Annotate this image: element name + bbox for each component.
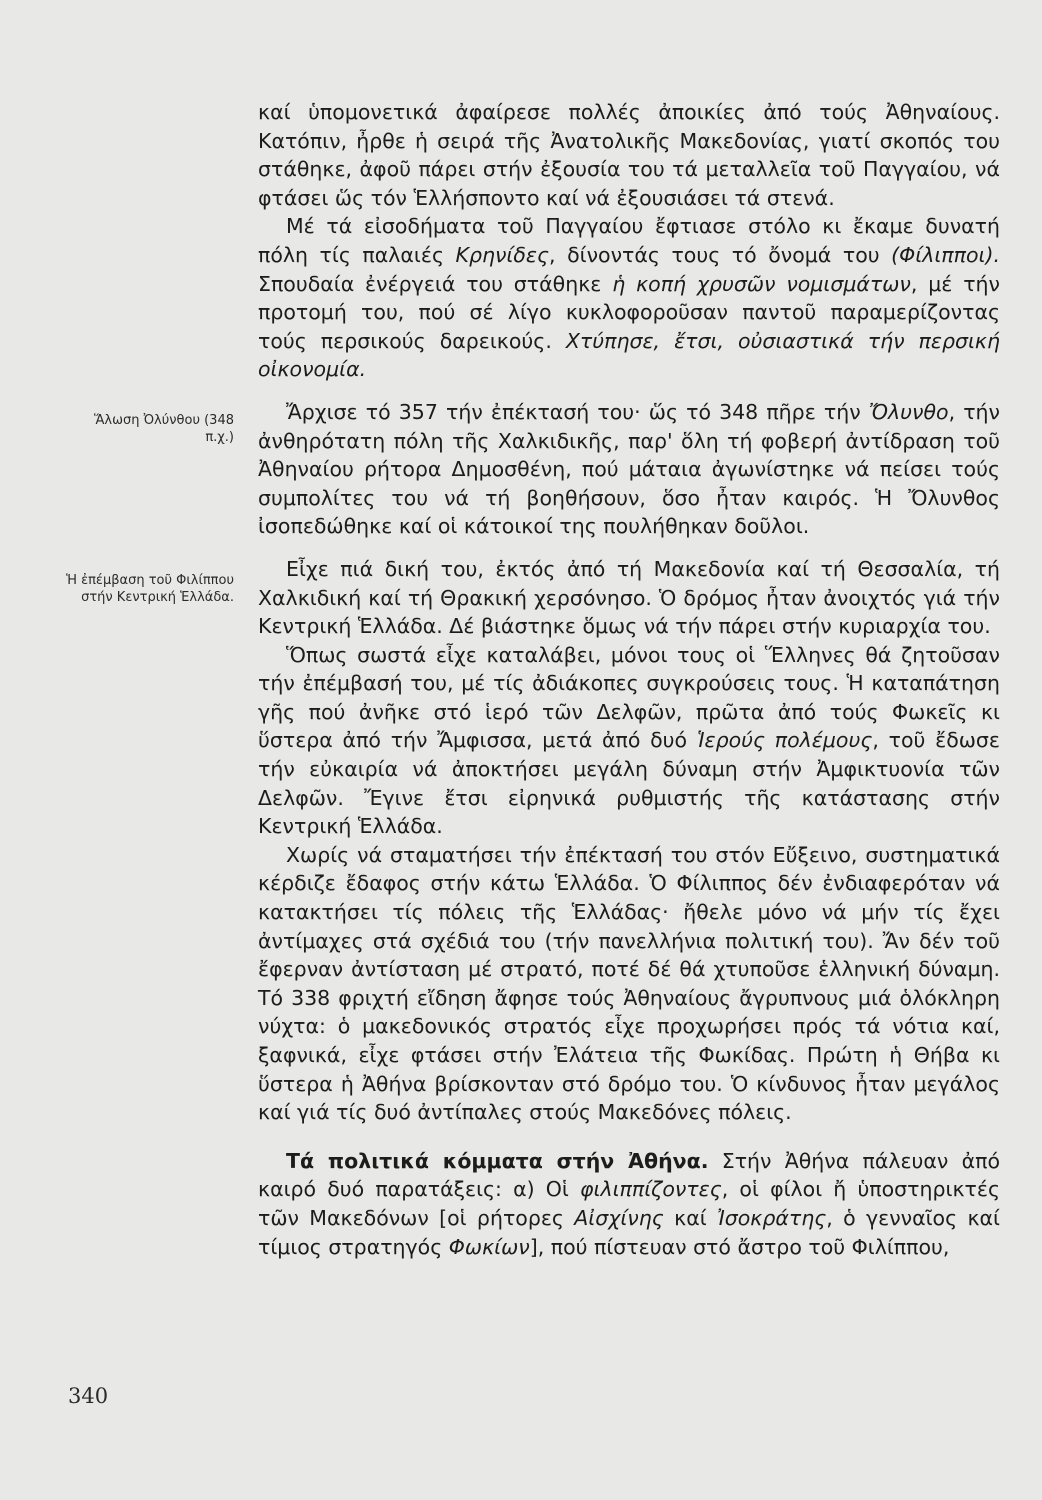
paragraph-1: καί ὑπομονετικά ἀφαίρεσε πολλές ἀποικίες ἀπό τούς Ἀθηναίους. Κατόπιν, ἦρθε ἡ σειρά τῆς Ἀνατολικῆς Μακεδονίας, γιατί σκοπός του στάθηκε, ἀφοῦ πάρει στήν ἐξουσία του τά μεταλλεῖα τοῦ Παγγαίου, νά φτάσει ὥς τόν Ἑλλήσποντο καί νά ἐξουσιάσει τά στενά. (258, 100, 1000, 210)
paragraph-4: Εἶχε πιά δική του, ἐκτός ἀπό τή Μακεδονία καί τή Θεσσαλία, τή Χαλκιδική καί τή Θρακική χερσόνησο. Ὁ δρόμος ἦταν ἀνοιχτός γιά τήν Κεντρική Ἑλλάδα. Δέ βιάστηκε ὅμως νά τήν πάρει στήν κυριαρχία του. (258, 556, 1000, 639)
margin-note-central-greece: Ἡ ἐπέμβαση τοῦ Φιλίππου στήν Κεντρική Ἑλλάδα. (66, 573, 234, 605)
margin-note-olynthos: Ἅλωση Ὀλύνθου (348 π.χ.) (94, 413, 234, 445)
page-number: 340 (68, 1384, 109, 1408)
body-text (258, 98, 1000, 1261)
paragraph-2: Μέ τά εἰσοδήματα τοῦ Παγγαίου ἔφτιασε στόλο κι ἔκαμε δυνατή πόλη τίς παλαιές Κρηνίδες, δίνοντάς τους τό ὄνομά του (Φίλιπποι). Σπουδαία ἐνέργειά του στάθηκε ἡ κοπή χρυσῶν νομισμάτων, μέ τήν προτομή του, πού σέ λίγο κυκλοφοροῦσαν παντοῦ παραμερίζοντας τούς περσικούς δαρεικούς. Χτύπησε, ἔτσι, οὐσιαστικά τήν περσική οἰκονομία. (258, 214, 1000, 382)
paragraph-6: Χωρίς νά σταματήσει τήν ἐπέκτασή του στόν Εὔξεινο, συστηματικά κέρδιζε ἔδαφος στήν κάτω Ἑλλάδα. Ὁ Φίλιππος δέν ἐνδιαφερόταν νά κατακτήσει τίς πόλεις τῆς Ἑλλάδας· ἤθελε μόνο νά μήν τίς ἔχει ἀντίμαχες στά σχέδιά του (τήν πανελλήνια πολιτική του). Ἄν δέν τοῦ ἔφερναν ἀντίσταση μέ στρατό, ποτέ δέ θά χτυποῦσε ἑλληνική δύναμη. Τό 338 φριχτή εἴδηση ἄφησε τούς Ἀθηναίους ἄγρυπνους μιά ὁλόκληρη νύχτα: ὁ μακεδονικός στρατός εἶχε προχωρήσει πρός τά νότια καί, ξαφνικά, εἶχε φτάσει στήν Ἐλάτεια τῆς Φωκίδας. Πρώτη ἡ Θήβα κι ὕστερα ἡ Ἀθήνα βρίσκονταν στό δρόμο του. Ὁ κίνδυνος ἦταν μεγάλος καί γιά τίς δυό ἀντίπαλες στούς Μακεδόνες πόλεις. (258, 842, 1000, 1125)
paragraph-5: Ὅπως σωστά εἶχε καταλάβει, μόνοι τους οἱ Ἕλληνες θά ζητοῦσαν τήν ἐπέμβασή του, μέ τίς ἀδιάκοπες συγκρούσεις τους. Ἡ καταπάτηση γῆς πού ἀνῆκε στό ἱερό τῶν Δελφῶν, πρῶτα ἀπό τούς Φωκεῖς κι ὕστερα ἀπό τήν Ἄμφισσα, μετά ἀπό δυό Ἱερούς πολέμους, τοῦ ἔδωσε τήν εὐκαιρία νά ἀποκτήσει μεγάλη δύναμη στήν Ἀμφικτυονία τῶν Δελφῶν. Ἔγινε ἔτσι εἰρηνικά ρυθμιστής τῆς κατάστασης στήν Κεντρική Ἑλλάδα. (258, 642, 1000, 839)
section-heading: Τά πολιτικά κόμματα στήν Ἀθήνα. (286, 1148, 709, 1173)
paragraph-3: Ἄρχισε τό 357 τήν ἐπέκτασή του· ὥς τό 348 πῆρε τήν Ὄλυνθο, τήν ἀνθηρότατη πόλη τῆς Χαλκιδικῆς, παρ' ὅλη τή φοβερή ἀντίδραση τοῦ Ἀθηναίου ρήτορα Δημοσθένη, πού μάταια ἀγωνίστηκε νά πείσει τούς συμπολίτες του νά τή βοηθήσουν, ὅσο ἦταν καιρός. Ἡ Ὄλυνθος ἰσοπεδώθηκε καί οἱ κάτοικοί της πουλήθηκαν δοῦλοι. (258, 399, 1000, 539)
paragraph-7: Τά πολιτικά κόμματα στήν Ἀθήνα. Στήν Ἀθήνα πάλευαν ἀπό καιρό δυό παρατάξεις: α) Οἱ φιλιππίζοντες, οἱ φίλοι ἤ ὑποστηρικτές τῶν Μακεδόνων [οἱ ρήτορες Αἰσχίνης καί Ἰσοκράτης, ὁ γενναῖος καί τίμιος στρατηγός Φωκίων], πού πίστευαν στό ἄστρο τοῦ Φιλίππου, (258, 1148, 1000, 1259)
